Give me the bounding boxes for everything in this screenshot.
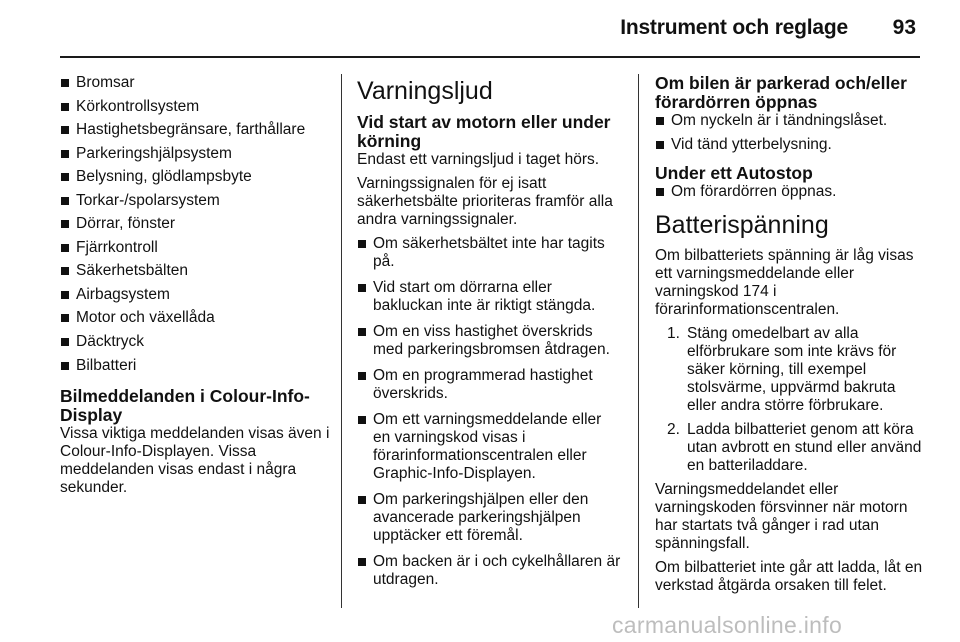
list-item: Om backen är i och cykelhållaren är utdragen. bbox=[357, 553, 622, 589]
parked-conditions-list bbox=[655, 112, 923, 154]
section-heading-start: Vid start av motorn eller under körning bbox=[357, 112, 611, 151]
header-title: Instrument och reglage bbox=[620, 16, 848, 39]
list-item: Om nyckeln är i tändningslåset. bbox=[655, 112, 923, 130]
battery-steps-list bbox=[655, 325, 923, 475]
paragraph: Varningsmeddelandet eller varningskoden försvinner när motorn har startats två gånger i rad utan spänningsfall. bbox=[655, 481, 908, 552]
section-heading-colour-info: Bilmeddelanden i Colour-Info-Display bbox=[60, 385, 310, 425]
list-item: Säkerhetsbälten bbox=[60, 262, 330, 280]
paragraph: Endast ett varningsljud i taget hörs. bbox=[357, 151, 600, 168]
section-title-batterispanning: Batterispänning bbox=[655, 211, 829, 239]
list-item bbox=[655, 421, 923, 475]
list-item bbox=[655, 325, 923, 415]
warning-conditions-list bbox=[357, 235, 622, 589]
step-number: 2. bbox=[667, 421, 680, 438]
page-number: 93 bbox=[892, 16, 916, 39]
list-item: Om parkeringshjälpen eller den avancerade parkeringshjälpen upptäcker ett föremål. bbox=[357, 491, 622, 545]
column-divider-right bbox=[638, 74, 639, 608]
step-number: 1. bbox=[667, 325, 680, 342]
list-item: Torkar-/spolarsystem bbox=[60, 192, 330, 210]
column-2 bbox=[357, 74, 622, 597]
list-item: Airbagsystem bbox=[60, 286, 330, 304]
list-item: Belysning, glödlampsbyte bbox=[60, 168, 330, 186]
autostop-conditions-list bbox=[655, 183, 923, 201]
list-item: Hastighetsbegränsare, farthållare bbox=[60, 121, 330, 139]
step-text: Ladda bilbatteriet genom att köra utan avbrott en stund eller använd en batteriladdare. bbox=[687, 421, 922, 474]
column-divider-left bbox=[341, 74, 342, 608]
list-item: Om förardörren öppnas. bbox=[655, 183, 923, 201]
column-3 bbox=[655, 74, 923, 601]
step-text: Stäng omedelbart av alla elförbrukare som inte krävs för säker körning, till exempel stolsvärme, uppvärmd bakruta eller andra större förbrukare. bbox=[687, 325, 897, 414]
header-rule bbox=[60, 56, 920, 58]
list-item: Bromsar bbox=[60, 74, 330, 92]
list-item: Bilbatteri bbox=[60, 357, 330, 375]
section-title-varningsljud: Varningsljud bbox=[357, 77, 493, 105]
list-item: Om en programmerad hastighet överskrids. bbox=[357, 367, 622, 403]
list-item: Vid start om dörrarna eller bakluckan inte är riktigt stängda. bbox=[357, 279, 622, 315]
section-heading-parked: Om bilen är parkerad och/eller förardörren öppnas bbox=[655, 73, 907, 112]
topic-list bbox=[60, 74, 330, 375]
list-item: Parkeringshjälpsystem bbox=[60, 145, 330, 163]
list-item: Fjärrkontroll bbox=[60, 239, 330, 257]
list-item: Om säkerhetsbältet inte har tagits på. bbox=[357, 235, 622, 271]
list-item: Vid tänd ytterbelysning. bbox=[655, 136, 923, 154]
list-item: Om en viss hastighet överskrids med parkeringsbromsen åtdragen. bbox=[357, 323, 622, 359]
section-heading-autostop: Under ett Autostop bbox=[655, 163, 813, 183]
list-item: Motor och växellåda bbox=[60, 309, 330, 327]
list-item: Däcktryck bbox=[60, 333, 330, 351]
list-item: Dörrar, fönster bbox=[60, 215, 330, 233]
watermark: carmanualsonline.info bbox=[612, 612, 843, 638]
list-item: Körkontrollsystem bbox=[60, 98, 330, 116]
list-item: Om ett varningsmeddelande eller en varningskod visas i förarinformationscentralen eller Graphic-Info-Displayen. bbox=[357, 411, 622, 483]
paragraph: Om bilbatteriet inte går att ladda, låt en verkstad åtgärda orsaken till felet. bbox=[655, 559, 923, 594]
paragraph: Om bilbatteriets spänning är låg visas ett varningsmeddelande eller varningskod 174 i förarinformationscentralen. bbox=[655, 247, 914, 318]
column-1 bbox=[60, 74, 330, 503]
paragraph: Varningssignalen för ej isatt säkerhetsbälte prioriteras framför alla andra varningssignaler. bbox=[357, 175, 613, 228]
paragraph: Vissa viktiga meddelanden visas även i Colour-Info-Displayen. Vissa meddelanden visas endast i några sekunder. bbox=[60, 424, 330, 496]
